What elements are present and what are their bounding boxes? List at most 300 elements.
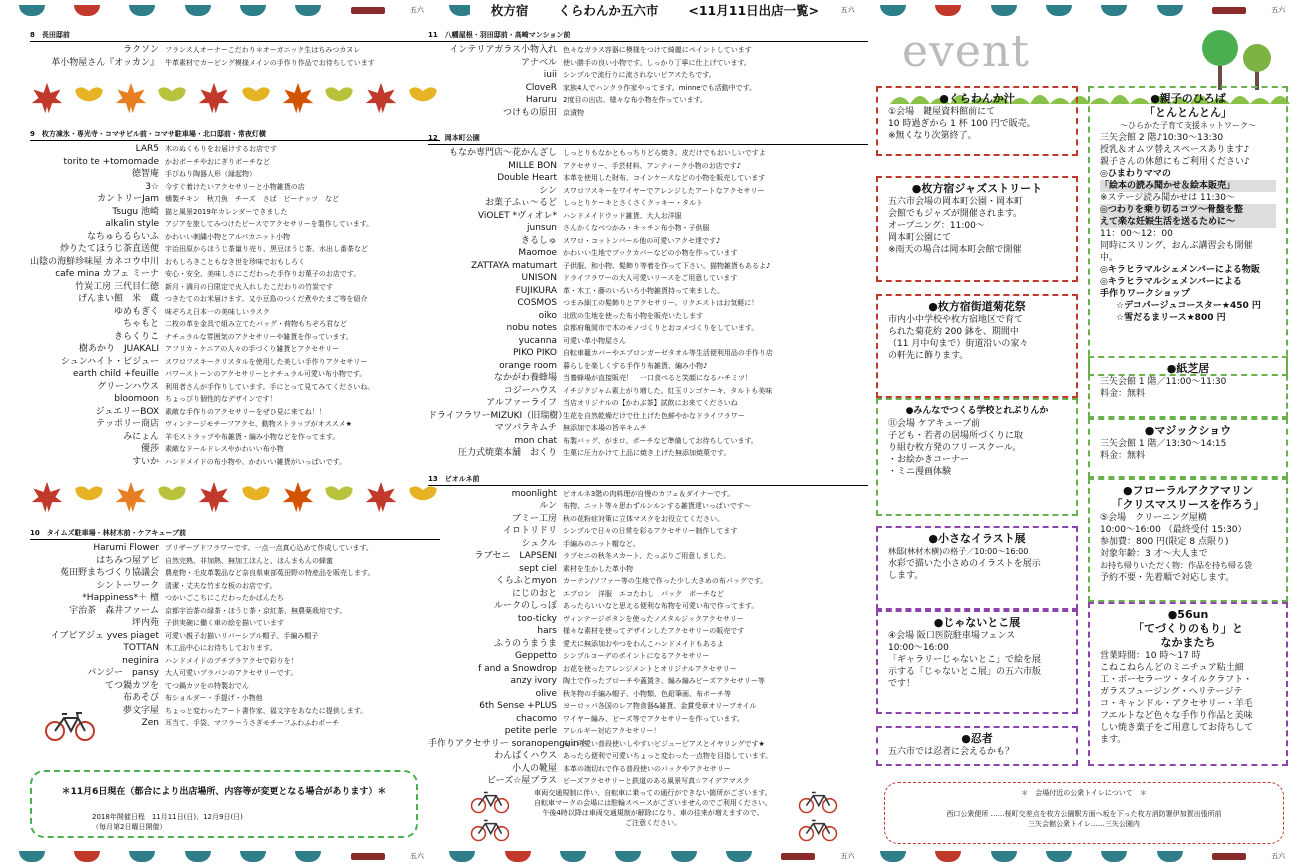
vendor-row [30,231,440,244]
vendor-name: 小人の靴屋 [511,763,557,774]
vendor-description: 木工品中心にお待ちしております。 [165,644,277,652]
traffic-line: 午後4時以降は車両交通規制が解除になり、車の往来が増えますので、 [542,809,764,817]
vendor-row [428,435,868,448]
title-market: くらわんか五六市 [558,3,659,18]
vendor-row [30,592,440,605]
vendor-row [30,418,440,431]
vendor-name: PIKO PIKO [512,348,557,358]
vendor-row [30,406,440,419]
vendor-name: カントリーJam [97,194,159,204]
vendor-name: UNISON [521,273,557,283]
section-title: 10 タイムズ駐車場・林材木前・ケアキューブ前 [30,528,440,540]
vendor-description: ハンドメイドの布小物や、かわいい雑貨がいっぱいです。 [165,457,347,466]
vendor-row [428,347,868,360]
vendor-row [30,443,440,456]
vendor-row [428,750,868,763]
band-label: 五六 [409,6,424,14]
vendor-row [30,206,440,219]
event-ninja [876,726,1078,766]
bowl-icon [295,851,321,862]
vendor-name: 革小物屋さん『オッカン』 [51,57,159,68]
vendor-description: 本革の端切れで作る普段使いのバックやアクセサリー [563,764,731,773]
vendor-name: COSMOS [517,298,557,308]
vendor-name: sept ciel [519,563,557,574]
event-line: 中。 [1100,253,1119,263]
event-title: ●56un [1167,608,1209,621]
vendor-name: ルークのしっぽ [493,601,557,611]
event-heading: event [902,26,1030,77]
vendor-description: 家族4人でハンクラ作家やってます。minneでも活動中です。 [563,83,757,92]
vendor-row [428,385,868,398]
vendor-row [30,356,440,369]
vendor-row [428,575,868,588]
event-line: しい焼き菓子をご用意してお待ちして [1100,723,1254,733]
bowl-icon [19,851,45,862]
vendor-description: 利用者さんが手作りしています。手にとって見てみてくださいね。 [165,382,375,391]
vendor-description: 秋冬物の手編み帽子、小物類、色鉛筆画、布ボーチ等 [563,689,731,698]
traffic-line: 自転車マークの会場には駐輪スペースがございませんのでご利用ください。 [534,799,772,807]
event-line: ⑪会場 ケアキューブ前 [888,419,981,429]
ginkgo-leaf-icon [155,480,189,514]
vendor-name: Zen [141,718,159,728]
vendor-row [428,82,868,95]
vendor-row [30,617,440,630]
vendor-description: ちょっぴり個性的なデザインです！ [165,395,277,403]
vendor-name: orange room [499,360,557,371]
vendor-name: ViOLET *ヴィオレ* [477,210,557,221]
vendor-row [428,650,868,663]
vendor-name: テッポリー商店 [95,419,159,429]
vendor-row [30,181,440,194]
notice-text: ＊11月6日現在（都合により出店場所、内容等が変更となる場合があります）＊ [61,787,387,797]
leaf-decoration-row [30,75,440,121]
event-line: お持ち帰りいただく物：作品を持ち帰る袋 [1100,561,1252,570]
toilet-line: 西口公衆便所 ……桜町交差点を枚方公園駅方面へ坂を下った枚方消防署伊加賀出張所前 [946,810,1222,818]
vendor-name: ビーズ☆屋プラス [487,776,557,786]
vendor-description: アクセサリー、手芸材料、アンティーク小物のお店です♪ [563,161,742,170]
maple-leaf-icon [281,81,315,115]
title-location: 枚方宿 [490,3,529,18]
vendor-row [428,272,868,285]
vendor-description: ワイヤー編み、ビーズ等でアクセサリーを作っています。 [563,714,744,723]
vendor-row [428,500,868,513]
vendor-row [30,318,440,331]
vendor-name: 宇治茶 森井ファーム [69,605,159,616]
vendor-description: 暮らしを楽しくする手作り布雑貨、編み小物♪ [563,361,708,370]
vendor-name: くらふとmyon [495,576,557,586]
bottom-decoration-band [0,846,1300,866]
event-title: ●枚方宿街道菊花祭 [928,300,1026,313]
vendor-name: chacomo [516,713,557,724]
middle-column [428,30,868,788]
vendor-description: 生花を自然乾燥だけで仕上げた色鮮やかなドライフラワー [563,411,745,420]
vendor-description: しっとりケーキとさくさくクッキー・タルト [563,199,703,207]
vendor-row [428,600,868,613]
vendor-row [30,381,440,394]
bowl-icon [991,5,1017,16]
vendor-description: かおポーチやおにぎりポーチなど [165,157,270,166]
vendor-name: 6th Sense +PLUS [479,701,557,711]
vendor-row [30,218,440,231]
boat-icon [351,853,385,860]
vendor-name: イロトリドリ [502,526,557,536]
vendor-row [30,567,440,580]
vendor-row [428,700,868,713]
vendor-description: 自然完熟、非加熱、無加工ほんと、ほんまもんの蜂蜜 [165,556,333,565]
vendor-row [428,688,868,701]
vendor-description: 布製バッグ、がまロ、ポーチなど準備してお待ちしています。 [563,436,758,445]
vendor-row [428,538,868,551]
vendor-name: げんまい館 米 蔵 [77,294,159,304]
vendor-name: 3☆ [145,181,159,192]
vendor-row [30,431,440,444]
section-title: 9 枚方凍氷・専光寺・コマサビル前・コマサ駐車場・北口邸前・常夜灯横 [30,129,440,141]
vendor-name: too-ticky [517,613,557,624]
vendor-row [30,293,440,306]
vendor-description: エプロン 洋服 エコたわし バック ポーチなど [563,589,724,598]
vendor-description: つまみ細工の髪飾りとアクセサリー。リクエストはお気軽に！ [563,299,759,307]
vendor-description: スワロフスキーをワイヤーでアレンジしたアートなアクセサリー [563,186,765,195]
vendor-row [428,638,868,651]
vendor-description: 木のぬくもりをお届けするお店です [165,145,277,153]
event-line: 水彩で描いた小さめのイラストを展示 [888,559,1041,569]
vendor-description: 可愛い革小物屋さん [563,336,626,345]
vendor-description: あったら便利で可愛いちょっと変わった一点物を目指しています。 [563,752,773,760]
event-line: 予約不要・先着順で対応します。 [1100,573,1235,583]
vendor-description: ドライフラワーの大人可愛いリースをご用意しています [563,274,738,282]
vendor-description: 宇治田原からほうじ茶量り売り、黒豆ほうじ茶、水出し番茶など [165,245,368,253]
maple-leaf-icon [364,81,398,115]
vendor-row [30,655,440,668]
vendor-row [428,360,868,373]
vendor-row [30,555,440,568]
bowl-icon [129,851,155,862]
vendor-row [428,185,868,198]
vendor-name: LAR5 [135,144,159,154]
vendor-row [30,268,440,281]
vendor-name: cafe mina カフェ ミーナ [55,269,159,279]
vendor-name: ZATTAYA matumart [470,260,557,271]
vendor-description: ハンドメイドウッド雑貨、大人お洋服 [563,211,682,220]
event-line: 市内小中学校や枚方宿地区で育て [888,315,1024,325]
event-line: ◎ひまわりママの [1100,169,1171,179]
vendor-row [428,69,868,82]
maple-leaf-icon [30,480,64,514]
vendor-row [30,456,440,469]
vendor-row [30,193,440,206]
vendor-name: Haruru [525,95,557,105]
vendor-row [428,488,868,501]
vendor-name: 夢文字屋 [122,705,159,716]
bowl-icon [74,5,100,16]
maple-leaf-icon [281,480,315,514]
vendor-name: alkalin style [105,219,159,229]
event-subtitle: 「とんとんとん」 [1144,106,1232,119]
boat-icon [351,7,385,14]
vendor-name: シュクル [521,538,557,549]
vendor-description: つかいごこちにこだわったかばんたち [165,594,284,602]
event-jazz [876,176,1078,282]
vendor-name: 圧力式焼菓本舗 おくり [457,448,557,458]
vendor-description: スワロフスキークリスタルを使用した美しい手作りアクセサリー [165,357,368,366]
event-line: 林邸(林材木横)の格子／10:00〜16:00 [888,547,1029,556]
vendor-row [30,692,440,705]
vendor-name: Geppetto [514,651,557,661]
event-line: ※雨天の場合は岡本町会館で開催 [888,245,1022,255]
vendor-description: かわいい生地でブックカバーなどの小物を作っています [563,249,738,257]
vendor-description: 手びねり陶器人形（縁起物） [165,170,256,178]
maple-leaf-icon [114,81,148,115]
vendor-row [428,563,868,576]
vendor-description: 大人可愛いプラバンのアクセサリーです。 [165,669,298,677]
vendor-name: ゆめもぎく [113,306,159,317]
vendor-name: 手作りアクセサリー soranopenguin＊ [428,738,588,749]
vendor-name: アナベル [520,57,557,68]
vendor-description: 北欧の生地を使った布小物を販売いたします [563,311,703,320]
vendor-row [428,285,868,298]
vendor-name: シュンハイト・ビジュー [60,356,159,367]
vendor-description: ビオルネ3階の肉料理が自慢のカフェ＆ダイナーです。 [563,489,735,498]
vendor-row [428,310,868,323]
vendor-description: 本革を使用した財布、コインケースなどの小物を販売しています [563,174,766,182]
event-line: ※無くなり次第終了。 [888,131,977,141]
vendor-row [428,588,868,601]
vendor-row [428,210,868,223]
notice-box [30,770,418,838]
event-line: ・お絵かきコーナー [888,455,970,465]
vendor-description: 二枚の革を金具で組み立てたバッグ・荷物もちぞろ君など [165,320,347,328]
bowl-icon [1157,851,1183,862]
ginkgo-leaf-icon [322,480,356,514]
bowl-icon [74,851,100,862]
event-line: 三矢会館 1 階／11:00〜11:30 [1100,377,1227,387]
vendor-row [428,335,868,348]
vendor-description: おもしろきこともなき世を珍味でおもしろく [165,257,305,266]
vendor-description: 京漬物 [563,108,584,117]
vendor-description: パワーストーンのアクセサリーとナチュラル可愛い布小物です。 [165,370,367,378]
vendor-name: f and a Snowdrop [478,663,557,674]
vendor-row [428,94,868,107]
vendor-name: 樹あかり JUAKALI [79,344,159,354]
leaf-decoration-row [30,474,440,520]
vendor-description: 羊毛ストラップや布雑貨・編み小物などを作ってます。 [165,432,340,441]
bowl-icon [880,5,906,16]
event-line: 営業時間：10 時〜17 時 [1100,651,1201,661]
bowl-icon [240,851,266,862]
section-title: 13 ビオルネ前 [428,474,868,486]
vendor-description: ビーズアクセサリーと鉄道のある風景写真☆アイデアマスク [563,777,750,785]
vendor-description: 2度目の出店。様々な布小物を作っています。 [563,96,707,104]
vendor-description: アレルギー対応アクセサリー！ [563,727,661,735]
boat-icon [781,853,815,860]
event-line: 10:00〜16:00 [888,643,949,653]
vendor-row [30,168,440,181]
ginkgo-leaf-icon [72,480,106,514]
event-floral [1088,478,1288,602]
vendor-name: わんぱくハウス [494,751,557,761]
toilet-info-box [884,782,1284,844]
event-line: 会館でもジャズが開催されます。 [888,209,1023,219]
section-title: 12 岡本町公園 [428,133,868,145]
vendor-row [428,222,868,235]
vendor-description: 可愛い親子お揃いリバーシブル帽子、手編み帽子 [165,631,319,640]
vendor-name: ブミー工房 [511,513,557,524]
event-line: こねこねらんどのミニチュア粘土細 [1100,663,1244,673]
event-line: り組む枚方発のフリースクール。 [888,443,1022,453]
vendor-description: 素材を生かした革小物 [563,564,633,573]
vendor-row [428,322,868,335]
vendor-name: mon chat [514,435,557,446]
band-label: 五六 [409,852,424,860]
traffic-line: ご注意ください。 [625,819,681,827]
vendor-name: コジーハウス [503,385,557,396]
vendor-row [428,44,868,57]
vendor-row [30,243,440,256]
vendor-name: 徳智庵 [131,169,159,179]
event-oyako [1088,86,1288,376]
event-line: ⑤会場 クリーニング屋横 [1100,513,1207,523]
toilet-title: ＊ 会場付近の公衆トイレについて ＊ [1021,789,1147,797]
event-line: 10:00〜16:00 （最終受付 15:30） [1100,525,1247,535]
vendor-name: 坪内苑 [131,618,159,628]
vendor-description: 自転車籠カバーやエプロンガーゼタオル等生活便利用品の手作り店 [563,349,773,357]
vendor-description: 色々なガラス容器に模様をつけて綺麗にペイントしています [563,46,752,54]
vendor-description: 布ショルダー・手提げ・小物他 [165,694,263,702]
event-line: ◎キラヒラマルシェメンバーによる物販 [1100,265,1260,275]
vendor-name: earth child +feuille [72,369,159,379]
vendor-name: きらくりこ [113,331,159,342]
vendor-description: てつ鍋カツをの特製おでん [165,681,249,690]
vendor-row [30,368,440,381]
vendor-description: お花を使ったアレンジメントとオリジナルアクセサリー [563,664,737,673]
maple-leaf-icon [364,480,398,514]
vendor-row [30,343,440,356]
event-line: ◎キラヒラマルシェメンバーによる [1100,277,1242,287]
bowl-icon [1046,851,1072,862]
bowl-icon [880,851,906,862]
bowl-icon [129,5,155,16]
bowl-icon [295,5,321,16]
vendor-description: 耳当て、手袋、マフラーうさぎモチーフふわふわポーチ [165,719,340,727]
vendor-name: ふうのうまうま [493,638,557,649]
vendor-description: カーテン/ソファー等の生地で作った少し大きめの布バッグです。 [563,577,768,585]
bowl-icon [1157,5,1183,16]
event-line: 10 時過ぎから 1 杯 100 円で販売。 [888,119,1036,129]
maple-leaf-icon [197,81,231,115]
vendor-row [428,625,868,638]
vendor-row [30,605,440,618]
vendor-row [30,680,440,693]
vendor-name: みにょん [123,431,159,442]
vendor-description: 猫と風景2019年カレンダーできました [165,207,288,216]
event-title: ●じゃないとこ展 [933,616,1021,629]
vendor-description: アジアを旅してみつけたピースでアクセサリーを製作しています。 [165,220,374,228]
title-date: <11月11日出店一覧> [688,3,820,18]
vendor-row [30,393,440,406]
vendor-section-12 [428,133,868,460]
event-line: 三矢会館 1 階／13:30〜14:15 [1100,439,1227,449]
vendor-description: 燻製チキン 秋刀魚 チーズ さば ピーナッツ など [165,195,340,203]
vendor-row [428,147,868,160]
vendor-description: ヴィンテージモチーフアクセ、動物ストラップがオススメ★ [165,420,352,428]
vendor-row [428,160,868,173]
vendor-row [30,57,440,70]
ginkgo-leaf-icon [322,81,356,115]
page-title [470,0,840,20]
vendor-name: moonlight [511,488,557,499]
vendor-name: シントーワーク [96,580,159,591]
vendor-description: かわいい刺繍小物とアルパカニット小物 [165,232,290,241]
event-janai [876,610,1078,714]
event-line: 参加費：800 円(限定 8 点限り) [1100,537,1229,547]
ginkgo-leaf-icon [239,81,273,115]
event-title: ●親子のひろば [1150,92,1226,105]
event-line: ①会場 鍵屋資料館前にて [888,107,996,117]
event-title: ●マジックショウ [1144,424,1232,437]
event-title: ●忍者 [961,732,993,745]
vendor-description: 素敵な手作りのアクセサリーをぜひ見に来てね！！ [165,407,326,416]
vendor-row [428,675,868,688]
vendor-description: 安心・安全、美味しさにこだわった手作りお菓子のお店です。 [165,270,361,278]
vendor-description: さんかくなべつかみ・キッチン布小物・子供服 [563,224,710,232]
vendor-description: アフリカ・ケニアの人々の手づくり雑貨とアクセサリー [165,345,340,353]
vendor-description: 素敵なドールドレスやかわいい布小物 [165,445,284,453]
event-line: ※ステージ読み聞かせは 11:30〜 [1100,193,1235,203]
bicycle-icon [44,708,96,742]
vendor-description: ラプセニの秋冬スカート、たっぷりご用意しました。 [563,552,731,560]
tree-icon [1242,42,1272,90]
vendor-name: にじのおと [511,588,557,599]
vendor-row [428,763,868,776]
vendor-name: 布あそび [122,693,159,703]
event-line: です！ [888,679,916,689]
vendor-description: ナチュラルな雰囲気のアクセサリーや雑貨を作っています。 [165,332,353,341]
vendor-name: Maomoe [518,248,557,258]
section-title: 8 長田邸前 [30,30,440,42]
vendor-row [428,260,868,273]
vendor-description: しっとりもなかともっちりどら焼き。皮だけでもおいしいですよ [563,149,766,157]
band-label: 五六 [1271,6,1286,14]
event-line: 五六市会場の岡本町公園・岡本町 [888,197,1024,207]
vendor-name: hars [537,626,557,636]
maple-leaf-icon [197,480,231,514]
vendor-description: 農産物・毛皮革製品など奈良県東部菟田野の特産品を販売します。 [165,569,375,577]
vendor-row [30,256,440,269]
vendor-name: ラクソン [122,45,159,55]
vendor-row [30,580,440,593]
vendor-description: ハンドメイドのプチプラアクセで彩りを！ [165,656,298,665]
vendor-description: 味ぞろえ日本一の美味しいラスク [165,307,270,316]
vendor-name: bloomoon [114,394,159,404]
vendor-name: イブピアジェ yves piaget [50,630,159,641]
vendor-row [428,372,868,385]
event-line: します。 [888,571,924,581]
vendor-description: 使い勝手の良い小物です。しっかり丁寧に仕上げています。 [563,58,751,67]
vendor-description: イチジクジャム素上がり増した。紅玉リンゴケーキ、タルトも美味 [563,386,773,395]
ginkgo-leaf-icon [239,480,273,514]
boat-icon [1212,7,1246,14]
vendor-name: olive [535,688,557,699]
vendor-name: なかがわ養蜂場 [493,373,557,383]
bowl-icon [935,5,961,16]
vendor-description: シンプルで流行りに流されないピアスたちです。 [563,71,716,79]
event-title: ●紙芝居 [1166,362,1210,375]
band-label: 五六 [1271,852,1286,860]
bowl-icon [991,851,1017,862]
vendor-name: oiko [538,310,557,321]
bowl-icon [19,5,45,16]
event-line: コ・キャンドル・アクセサリー・羊毛 [1100,699,1253,709]
